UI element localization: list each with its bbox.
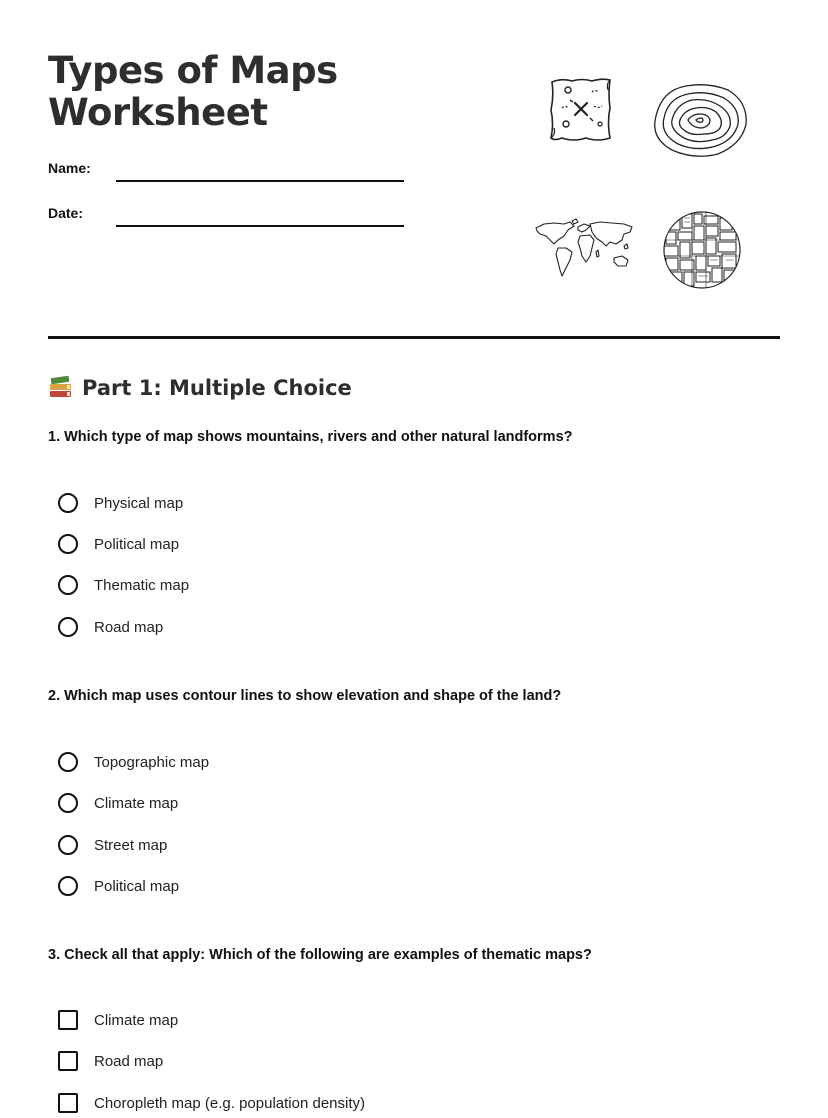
title-line-1: Types of Maps (48, 49, 338, 92)
q2-option-1[interactable] (58, 749, 209, 775)
option-label: Topographic map (94, 753, 210, 771)
q3-option-3[interactable] (58, 1090, 365, 1116)
option-label: Climate map (94, 794, 179, 812)
date-input-line[interactable] (116, 225, 404, 227)
option-label: Road map (94, 618, 164, 636)
option-label: Choropleth map (e.g. population density) (94, 1094, 365, 1112)
part1-title: Part 1: Multiple Choice (82, 376, 352, 400)
q2-option-3[interactable] (58, 832, 167, 858)
option-label: Political map (94, 877, 180, 895)
question-2: 2. Which map uses contour lines to show elevation and shape of the land? (48, 688, 562, 704)
radio-button[interactable] (58, 493, 78, 513)
radio-button[interactable] (58, 835, 78, 855)
title-line-2: Worksheet (48, 91, 268, 134)
part1-heading (48, 375, 352, 400)
name-input-line[interactable] (116, 180, 404, 182)
radio-button[interactable] (58, 876, 78, 896)
q1-option-4[interactable] (58, 614, 163, 640)
checkbox[interactable] (58, 1051, 78, 1071)
radio-button[interactable] (58, 575, 78, 595)
name-label: Name: (48, 160, 91, 176)
q1-option-2[interactable] (58, 531, 179, 557)
option-label: Road map (94, 1052, 164, 1070)
radio-button[interactable] (58, 534, 78, 554)
q3-option-2[interactable] (58, 1048, 163, 1074)
section-divider (48, 336, 780, 339)
date-label: Date: (48, 205, 84, 221)
q1-option-3[interactable] (58, 572, 189, 598)
question-3: 3. Check all that apply: Which of the following are examples of thematic maps? (48, 947, 592, 963)
option-label: Street map (94, 836, 168, 854)
city-map-image (662, 210, 744, 290)
q2-option-4[interactable] (58, 873, 179, 899)
option-label: Thematic map (94, 576, 190, 594)
option-label: Climate map (94, 1011, 179, 1029)
worksheet-page (48, 0, 780, 1118)
q3-option-1[interactable] (58, 1007, 178, 1033)
radio-button[interactable] (58, 793, 78, 813)
radio-button[interactable] (58, 752, 78, 772)
option-label: Political map (94, 535, 180, 553)
topographic-map-image (646, 80, 752, 160)
worksheet-title (48, 50, 338, 134)
question-1: 1. Which type of map shows mountains, rivers and other natural landforms? (48, 429, 573, 445)
option-label: Physical map (94, 494, 184, 512)
checkbox[interactable] (58, 1093, 78, 1113)
q1-option-1[interactable] (58, 490, 183, 516)
radio-button[interactable] (58, 617, 78, 637)
books-icon (48, 375, 74, 399)
world-map-image (534, 218, 636, 280)
treasure-map-image (548, 76, 614, 144)
checkbox[interactable] (58, 1010, 78, 1030)
q2-option-2[interactable] (58, 790, 178, 816)
